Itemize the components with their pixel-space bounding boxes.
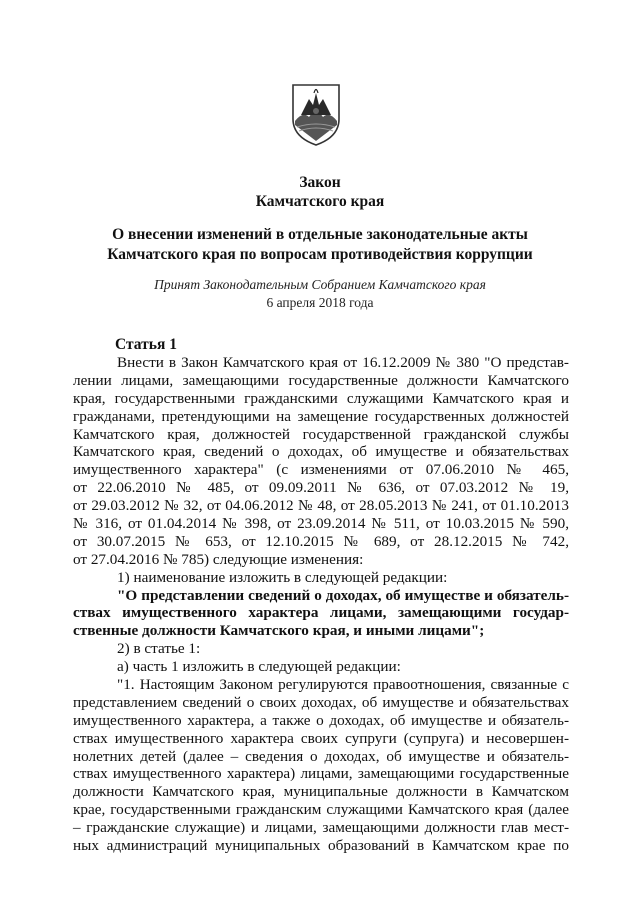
body-line: а) часть 1 изложить в следующей редакции: — [117, 658, 401, 676]
body-line: от 30.07.2015 № 653, от 12.10.2015 № 689, от 28.12.2015 № 742, — [73, 532, 569, 550]
body-line: 2) в статье 1: — [117, 640, 201, 658]
body-line-bold: ствах имущественного характера лицами, замещающими государ- — [73, 604, 569, 622]
article-heading: Статья 1 — [115, 336, 177, 353]
body-line: должности Камчатского края, муниципальные должности в Камчатском — [73, 783, 569, 801]
law-region: Камчатского края — [255, 193, 385, 210]
body-line: нолетних детей (далее – сведения о доходах, об имуществе и обязатель- — [73, 747, 569, 765]
body-line: "1. Настоящим Законом регулируются правоотношения, связанные с — [117, 676, 569, 694]
body-line: имущественного характера, а также о доходах, об имуществе и обязатель- — [73, 711, 569, 729]
body-line: № 316, от 01.04.2014 № 398, от 23.09.2014 № 511, от 10.03.2015 № 590, — [73, 515, 569, 533]
body-line: 1) наименование изложить в следующей редакции: — [117, 568, 448, 586]
body-line: от 22.06.2010 № 485, от 09.09.2011 № 636, от 07.03.2012 № 19, — [73, 479, 569, 497]
body-line: Камчатского края, должностей государственной гражданской службы — [73, 425, 569, 443]
body-line: крае, государственными гражданским служащими Камчатского края (далее — [73, 801, 569, 819]
body-line: ствах имущественного характера своих супруги (супруга) и несовершен- — [73, 729, 569, 747]
body-line-bold: ственные должности Камчатского края, и иными лицами"; — [73, 622, 485, 640]
law-subject-line-1: О внесении изменений в отдельные законодательные акты — [112, 226, 528, 243]
body-line: Внести в Закон Камчатского края от 16.12.2009 № 380 "О представ- — [117, 354, 569, 371]
body-line: ствах имущественного характера) лицами, замещающими государственные — [73, 765, 569, 783]
body-line: ных администраций муниципальных образований в Камчатском крае по — [73, 837, 569, 855]
body-line: имущественного характера" (с изменениями от 07.06.2010 № 465, — [73, 461, 569, 479]
body-line: Камчатского края, сведений о доходах, об имуществе и обязательствах — [73, 443, 569, 461]
adopted-by: Принят Законодательным Собранием Камчатского края — [154, 277, 486, 292]
law-subject-line-2: Камчатского края по вопросам противодействия коррупции — [107, 246, 533, 263]
article-body — [73, 354, 569, 855]
body-line: от 27.04.2016 № 785) следующие изменения: — [73, 550, 364, 568]
law-title: Закон — [299, 174, 341, 191]
body-line-bold: "О представлении сведений о доходах, об имуществе и обязатель- — [117, 586, 569, 604]
body-line: гражданами, претендующими на замещение государственных должностей — [73, 407, 569, 425]
adopted-date: 6 апреля 2018 года — [266, 295, 374, 310]
body-line: лении лицами, замещающими государственные должности Камчатского — [73, 371, 569, 389]
kamchatka-coat-of-arms-emblem — [289, 81, 343, 147]
body-line: представлением сведений о своих доходах, об имуществе и обязательствах — [73, 693, 569, 711]
body-line: края, государственными гражданскими служащими Камчатского края и — [73, 389, 569, 407]
body-line: – гражданские служащие) и лицами, замещающими должности глав мест- — [73, 819, 569, 837]
body-line: от 29.03.2012 № 32, от 04.06.2012 № 48, от 28.05.2013 № 241, от 01.10.2013 — [73, 497, 569, 515]
